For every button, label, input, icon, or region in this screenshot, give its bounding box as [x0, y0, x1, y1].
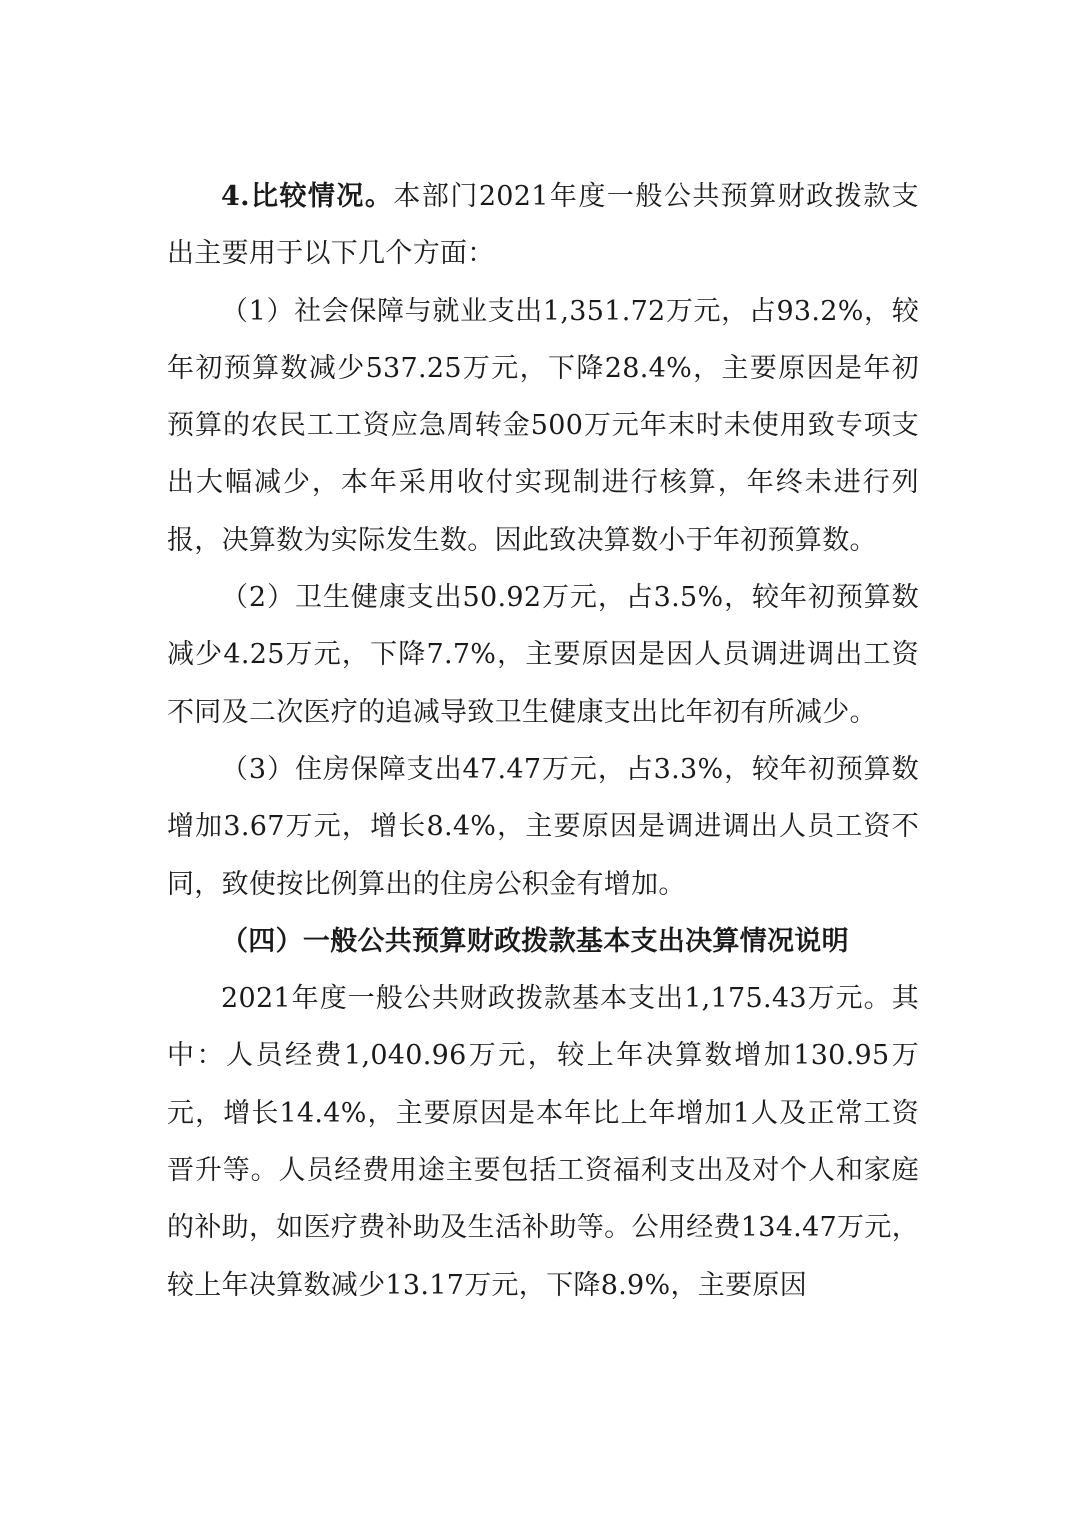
item-social-security: （1）社会保障与就业支出1,351.72万元，占93.2%，较年初预算数减少537.25万元，下降28.4%，主要原因是年初预算的农民工工资应急周转金500万元年末时未使用致专项支出大幅减少，本年采用收付实现制进行核算，年终未进行列报，决算数为实际发生数。因此致决算数小于年初预算数。 [167, 295, 919, 556]
comparison-intro: 本部门2021年度一般公共预算财政拨款支出主要用于以下几个方面： [167, 181, 919, 270]
comparison-heading: 4.比较情况。 [221, 181, 394, 212]
document-page [167, 168, 919, 1314]
section-four-body: 2021年度一般公共财政拨款基本支出1,175.43万元。其中：人员经费1,040.96万元，较上年决算数增加130.95万元，增长14.4%，主要原因是本年比上年增加1人及正常工资晋升等。人员经费用途主要包括工资福利支出及对个人和家庭的补助，如医疗费补助及生活补助等。公用经费134.47万元，较上年决算数减少13.17万元，下降8.9%，主要原因 [167, 983, 919, 1301]
section-four-heading: （四）一般公共预算财政拨款基本支出决算情况说明 [221, 925, 849, 957]
item-health: （2）卫生健康支出50.92万元，占3.5%，较年初预算数减少4.25万元，下降7.7%，主要原因是因人员调进调出工资不同及二次医疗的追减导致卫生健康支出比年初有所减少。 [167, 582, 919, 728]
item-housing: （3）住房保障支出47.47万元，占3.3%，较年初预算数增加3.67万元，增长8.4%，主要原因是调进调出人员工资不同，致使按比例算出的住房公积金有增加。 [167, 753, 919, 900]
comparison-paragraph [167, 168, 919, 283]
